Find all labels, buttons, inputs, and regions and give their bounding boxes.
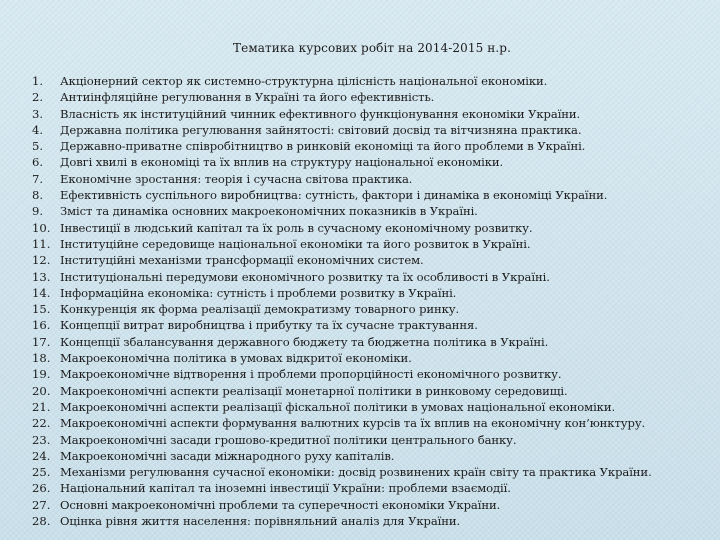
- topic-item: [32, 171, 712, 187]
- topic-item: [32, 89, 712, 105]
- topic-text: Національний капітал та іноземні інвестиції України: проблеми взаємодії.: [60, 481, 511, 496]
- topic-number: 28.: [32, 514, 51, 529]
- topic-number: 15.: [32, 302, 51, 317]
- topic-text: Макроекономічні аспекти реалізації фіскальної політики в умовах національної економіки.: [60, 399, 616, 414]
- topic-item: [32, 497, 712, 513]
- topic-item: [32, 317, 712, 333]
- topic-number: 10.: [32, 220, 51, 235]
- topic-item: [32, 187, 712, 203]
- topic-number: 13.: [32, 269, 51, 284]
- topic-item: [32, 513, 712, 529]
- topic-text: Макроекономічні засади грошово-кредитної політики центрального банку.: [60, 432, 517, 447]
- topic-item: [32, 415, 712, 431]
- topic-text: Макроекономічні засади міжнародного руху капіталів.: [60, 448, 395, 463]
- topic-item: [32, 480, 712, 496]
- topic-number: 24.: [32, 448, 51, 463]
- topic-item: [32, 138, 712, 154]
- topic-number: 11.: [32, 236, 51, 251]
- topic-text: Державна політика регулювання зайнятості: світовий досвід та вітчизняна практика.: [60, 122, 582, 137]
- topic-number: 14.: [32, 285, 51, 300]
- topic-text: Оцінка рівня життя населення: порівняльний аналіз для України.: [60, 514, 461, 529]
- topic-number: 27.: [32, 497, 51, 512]
- topic-item: [32, 154, 712, 170]
- topic-item: [32, 73, 712, 89]
- topic-number: 7.: [32, 171, 44, 186]
- topic-number: 3.: [32, 106, 44, 121]
- topic-number: 21.: [32, 399, 51, 414]
- topic-item: [32, 334, 712, 350]
- topic-text: Інституційне середовище національної економіки та його розвиток в Україні.: [60, 236, 531, 251]
- topic-number: 8.: [32, 188, 44, 203]
- topic-item: [32, 252, 712, 268]
- topic-text: Державно-приватне співробітництво в ринковій економіці та його проблеми в Україні.: [60, 139, 586, 154]
- topic-text: Макроекономічне відтворення і проблеми пропорційності економічного розвитку.: [60, 367, 562, 382]
- topic-number: 2.: [32, 90, 44, 105]
- topic-text: Основні макроекономічні проблеми та суперечності економіки України.: [60, 497, 501, 512]
- topic-text: Інформаційна економіка: сутність і проблеми розвитку в Україні.: [60, 285, 457, 300]
- topic-number: 22.: [32, 416, 51, 431]
- topic-text: Економічне зростання: теорія і сучасна світова практика.: [60, 171, 413, 186]
- topic-item: [32, 269, 712, 285]
- topic-number: 1.: [32, 74, 44, 88]
- topic-text: Інституціональні передумови економічного розвитку та їх особливості в Україні.: [60, 269, 550, 284]
- topic-number: 4.: [32, 122, 44, 137]
- topic-number: 19.: [32, 367, 51, 382]
- topic-item: [32, 383, 712, 399]
- topic-item: [32, 203, 712, 219]
- topic-text: Зміст та динаміка основних макроекономічних показників в Україні.: [60, 204, 478, 219]
- topic-number: 17.: [32, 334, 51, 349]
- topic-item: [32, 285, 712, 301]
- topic-item: [32, 122, 712, 138]
- topic-number: 26.: [32, 481, 51, 496]
- topic-text: Акціонерний сектор як системно-структурна цілісність національної економіки.: [60, 74, 548, 88]
- topic-text: Ефективність суспільного виробництва: сутність, фактори і динаміка в економіці України.: [60, 188, 608, 203]
- topic-text: Концепції збалансування державного бюджету та бюджетна політика в Україні.: [60, 334, 549, 349]
- topic-text: Макроекономічні аспекти формування валютних курсів та їх вплив на економічну кон’юнктуру.: [60, 416, 646, 431]
- topic-number: 6.: [32, 155, 44, 170]
- topic-item: [32, 301, 712, 317]
- topic-text: Макроекономічні аспекти реалізації монетарної політики в ринковому середовищі.: [60, 383, 568, 398]
- topic-item: [32, 432, 712, 448]
- topic-text: Власність як інституційний чинник ефективного функціонування економіки України.: [60, 106, 581, 121]
- topic-text: Інвестиції в людський капітал та їх роль в сучасному економічному розвитку.: [60, 220, 533, 235]
- topic-item: [32, 350, 712, 366]
- topic-number: 25.: [32, 465, 51, 480]
- topic-text: Антиінфляційне регулювання в Україні та його ефективність.: [60, 90, 435, 105]
- topic-number: 12.: [32, 253, 51, 268]
- topic-number: 5.: [32, 139, 44, 154]
- topic-text: Механізми регулювання сучасної економіки: досвід розвинених країн світу та практика України.: [60, 465, 652, 480]
- topic-number: 16.: [32, 318, 51, 333]
- topic-text: Довгі хвилі в економіці та їх вплив на структуру національної економіки.: [60, 155, 504, 170]
- topic-number: 18.: [32, 351, 51, 366]
- topic-item: [32, 236, 712, 252]
- topic-item: [32, 366, 712, 382]
- topic-text: Конкуренція як форма реалізації демократизму товарного ринку.: [60, 302, 460, 317]
- topic-list: [32, 73, 712, 529]
- topic-number: 9.: [32, 204, 44, 219]
- topic-item: [32, 464, 712, 480]
- topic-item: [32, 106, 712, 122]
- page-title: Тематика курсових робіт на 2014-2015 н.р.: [233, 41, 511, 55]
- topic-number: 23.: [32, 432, 51, 447]
- topic-item: [32, 220, 712, 236]
- topic-text: Інституційні механізми трансформації економічних систем.: [60, 253, 424, 268]
- topic-text: Концепції витрат виробництва і прибутку та їх сучасне трактування.: [60, 318, 478, 333]
- topic-text: Макроекономічна політика в умовах відкритої економіки.: [60, 351, 412, 366]
- topic-number: 20.: [32, 383, 51, 398]
- topic-item: [32, 448, 712, 464]
- topic-item: [32, 399, 712, 415]
